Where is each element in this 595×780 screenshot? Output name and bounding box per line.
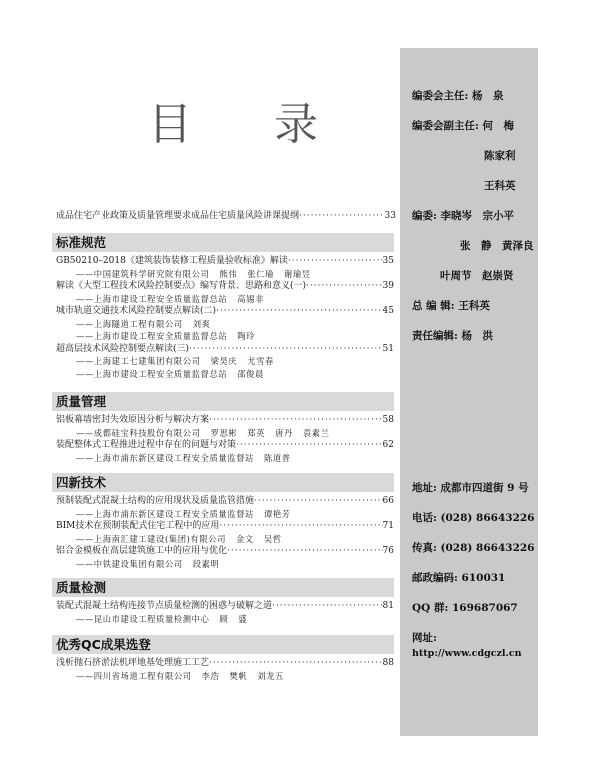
- leader-dots: [209, 414, 383, 427]
- section-heading: 质量检测: [52, 578, 394, 597]
- author-name: 金文: [236, 533, 254, 544]
- author-name: ——上海南汇建工建设(集团)有限公司: [76, 533, 227, 544]
- contact-line: 地址: 成都市四道街 9 号: [412, 482, 529, 494]
- article-page: 58: [382, 415, 394, 425]
- editorial-line: 陈家利: [484, 150, 516, 162]
- article-title: 铝板幕墙密封失效原因分析与解决方案: [56, 415, 210, 425]
- author-name: 刘龙五: [257, 670, 284, 681]
- article-authors: [52, 293, 394, 306]
- article-authors: [52, 508, 394, 521]
- section-heading: 标准规范: [52, 233, 394, 252]
- leader-dots: [299, 210, 385, 223]
- author-name: 盛: [238, 613, 248, 624]
- toc-article[interactable]: [52, 439, 394, 452]
- editorial-line: 叶周节 赵崇贤: [440, 270, 514, 282]
- toc-article[interactable]: [52, 255, 394, 268]
- contact-line: 电话: (028) 86643226: [412, 512, 535, 524]
- leader-dots: [209, 657, 383, 670]
- editorial-line: 责任编辑: 杨 洪: [412, 330, 494, 342]
- editorial-line: 编委会主任: 杨 泉: [412, 90, 504, 102]
- article-authors: [52, 613, 394, 626]
- article-title: 城市轨道交通技术风险控制要点解读(二): [56, 306, 217, 316]
- article-page: 66: [382, 496, 394, 506]
- author-name: 李浩: [201, 670, 220, 681]
- article-page: 35: [382, 256, 394, 266]
- leader-dots: [236, 439, 383, 452]
- toc-section: [52, 578, 394, 625]
- leader-dots: [288, 255, 383, 268]
- author-name: ——上海市浦东新区建设工程安全质量监督站: [76, 508, 254, 519]
- contact-line: 传真: (028) 86643226: [412, 542, 535, 554]
- editorial-line: 张 静 黄泽良: [460, 240, 534, 252]
- article-title: 浅析抛石挤淤法机坪地基处理施工工艺: [56, 658, 210, 668]
- contact-line: 网址:: [412, 632, 437, 644]
- author-name: ——上海建工七建集团有限公司: [76, 356, 201, 366]
- author-name: ——中国建筑科学研究院有限公司: [76, 268, 210, 279]
- article-page: 39: [382, 281, 394, 291]
- article-page: 81: [382, 601, 394, 611]
- leader-dots: [189, 343, 383, 356]
- article-page: 88: [382, 658, 394, 668]
- page-title: 目 录: [148, 99, 352, 150]
- article-title: GB50210–2018《建筑装饰装修工程质量验收标准》解读: [56, 256, 288, 266]
- author-name: 唐丹: [275, 427, 293, 438]
- article-title: 装配整体式工程推进过程中存在的问题与对策: [56, 440, 237, 450]
- author-name: 高锡非: [237, 293, 264, 304]
- author-name: 刘爽: [192, 318, 211, 329]
- toc-section: [52, 233, 394, 380]
- article-authors: [52, 533, 394, 546]
- article-title: 解读《大型工程技术风险控制要点》编写背景、思路和意义(一): [56, 281, 307, 291]
- author-name: ——上海隧道工程有限公司: [76, 318, 183, 329]
- article-authors: [52, 670, 394, 683]
- toc-article[interactable]: [52, 520, 394, 533]
- article-authors: [52, 427, 394, 440]
- masthead-panel: [400, 48, 538, 736]
- leader-dots: [227, 545, 383, 558]
- article-title: 成品住宅产业政策及质量管理要求成品住宅质量风险讲课提纲: [56, 211, 300, 221]
- author-name: 熊伟: [219, 268, 238, 279]
- article-authors: [52, 330, 394, 343]
- toc-article[interactable]: [52, 657, 394, 670]
- author-name: 段素明: [192, 558, 220, 569]
- leader-dots: [216, 305, 383, 318]
- toc-article[interactable]: [52, 305, 394, 318]
- editorial-line: 编委会副主任: 何 梅: [412, 120, 515, 132]
- editorial-line: 总 编 辑: 王科英: [412, 300, 490, 312]
- author-name: ——上海市浦东新区建设工程安全质量监督站: [76, 452, 254, 463]
- author-name: 樊帆: [229, 670, 248, 681]
- contact-line: QQ 群: 169687067: [412, 602, 518, 614]
- toc-article[interactable]: [52, 414, 394, 427]
- leader-dots: [272, 600, 383, 613]
- contact-line: 邮政编码: 610031: [412, 572, 506, 584]
- article-authors: [52, 355, 394, 368]
- toc-section: [52, 392, 394, 464]
- section-heading: 四新技术: [52, 473, 394, 492]
- author-name: 陈道普: [263, 452, 291, 463]
- article-authors: [52, 558, 394, 571]
- article-title: 铝合金模板在高层建筑施工中的应用与优化: [56, 546, 228, 556]
- author-name: 陶玲: [237, 331, 256, 341]
- toc-section: [52, 473, 394, 570]
- section-heading: 质量管理: [52, 392, 394, 411]
- website-link[interactable]: http://www.cdgczl.cn: [412, 648, 522, 659]
- leader-dots: [254, 495, 383, 508]
- article-authors: [52, 452, 394, 465]
- toc-article[interactable]: [52, 343, 394, 356]
- toc-article[interactable]: [52, 545, 394, 558]
- author-name: 罗思彬: [210, 427, 238, 438]
- article-page: 76: [382, 546, 394, 556]
- author-name: ——上海市建设工程安全质量监督总站: [76, 293, 228, 304]
- author-name: 邵俊晨: [237, 368, 264, 379]
- leader-dots: [219, 520, 382, 533]
- article-title: BIM技术在预制装配式住宅工程中的应用: [56, 521, 220, 531]
- article-title: 超高层技术风险控制要点解读(三): [56, 343, 190, 354]
- article-title: 装配式混凝土结构连接节点质量检测的困惑与破解之道: [56, 601, 273, 611]
- toc-section: [52, 635, 394, 682]
- author-name: ——中铁建设集团有限公司: [76, 558, 183, 569]
- author-name: 谢瑜昱: [283, 268, 311, 279]
- author-name: 顾: [219, 613, 229, 624]
- author-name: ——上海市建设工程安全质量监督总站: [76, 331, 228, 341]
- article-page: 51: [382, 343, 394, 354]
- author-name: ——四川省场道工程有限公司: [76, 670, 192, 681]
- article-page: 45: [382, 306, 394, 316]
- leader-dots: [306, 280, 383, 293]
- author-name: 谭艳芳: [263, 508, 291, 519]
- article-authors: [52, 268, 394, 281]
- author-name: ——昆山市建设工程质量检测中心: [76, 613, 210, 624]
- author-name: 尤雪春: [247, 356, 274, 366]
- toc-article[interactable]: [52, 280, 394, 293]
- article-authors: [52, 368, 394, 381]
- article-page: 71: [382, 521, 394, 531]
- author-name: ——成都硅宝科技股份有限公司: [76, 427, 201, 438]
- intro-article[interactable]: [56, 210, 396, 223]
- author-name: 袁素兰: [302, 427, 330, 438]
- toc-column: [52, 0, 394, 780]
- author-name: ——上海市建设工程安全质量监督总站: [76, 368, 228, 379]
- author-name: 吴哲: [263, 533, 282, 544]
- editorial-line: 编委: 李晓岑 宗小平: [412, 210, 515, 222]
- author-name: 张仁瑜: [247, 268, 274, 279]
- toc-article[interactable]: [52, 600, 394, 613]
- article-authors: [52, 318, 394, 331]
- article-title: 预制装配式混凝土结构的应用现状及质量监管措施: [56, 496, 255, 506]
- section-heading: 优秀QC成果选登: [52, 635, 394, 654]
- article-page: 62: [382, 440, 394, 450]
- author-name: 郑英: [247, 427, 266, 438]
- article-page: 33: [384, 211, 396, 221]
- toc-article[interactable]: [52, 495, 394, 508]
- author-name: 梁昊庆: [210, 356, 238, 366]
- editorial-line: 王科英: [484, 180, 516, 192]
